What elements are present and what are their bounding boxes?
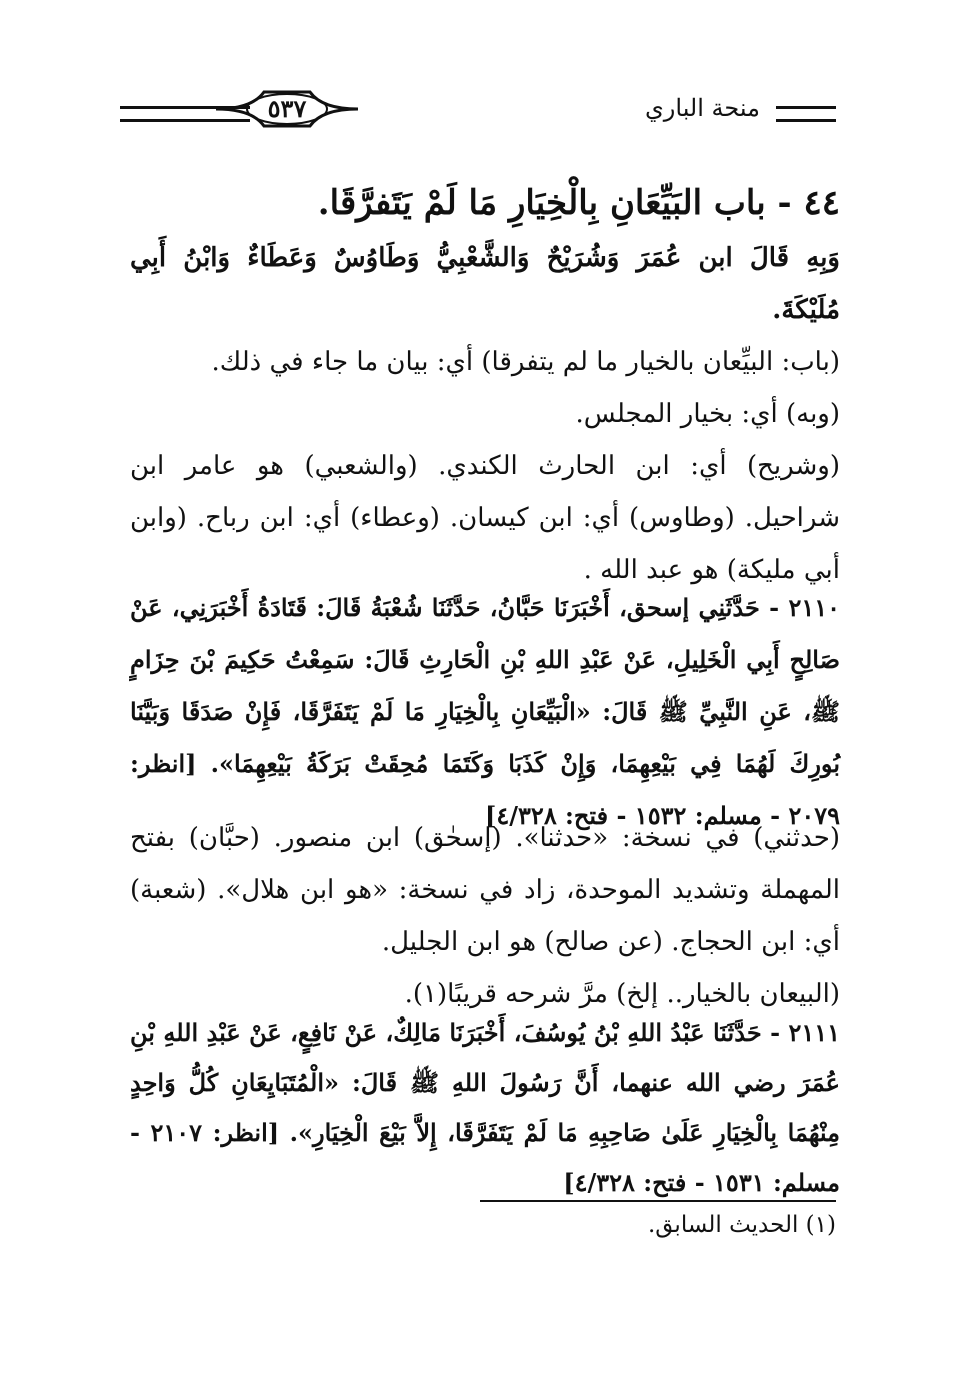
commentary-paragraph-1: (باب: البيِّعان بالخيار ما لم يتفرقا) أي: بيان ما جاء في ذلك. [211, 347, 840, 377]
commentary-paragraph-3: (وشريح) أي: ابن الحارث الكندي. (والشعبي) هو عامر ابن شراحيل. (وطاوس) أي: ابن كيسان. (وعطاء) أي: ابن رباح. (وابن أبي مليكة) هو عبد الله . [130, 451, 840, 585]
page-number: ٥٣٧ [267, 94, 307, 123]
page-header [120, 88, 836, 138]
header-rule-left [120, 106, 250, 122]
chapter-heading: ٤٤ - باب البَيِّعَانِ بِالْخِيَارِ مَا لَمْ يَتَفرَّقَا. [317, 183, 840, 223]
commentary-2110: (حدثني) في نسخة: «حدثنا». (إسحٰق) ابن منصور. (حبَّان) بفتح المهملة وتشديد الموحدة، زاد في نسخة: «هو ابن هلال». (شعبة) أي: ابن الحجاج. (عن صالح) هو ابن الجليل. [130, 823, 840, 957]
commentary-2110-note: (البيعان بالخيار.. إلخ) مرَّ شرحه قريبًا(١). [404, 979, 840, 1009]
book-title: منحة الباري [645, 94, 760, 122]
hadith-2110: ٢١١٠ - حَدَّثَنِي إسحق، أَخْبَرَنَا حَبَّانُ، حَدَّثَنَا شُعْبَةُ قَالَ: قَتَادَةُ أَخْبَرَنِي، عَنْ صَالِحٍ أَبِي الْخَلِيلِ، عَنْ عَبْدِ اللهِ بْنِ الْحَارِثِ قَالَ: سَمِعْتُ حَكِيمَ بْنَ حِزَامٍ ﷺ، عَنِ النَّبِيِّ ﷺ قَالَ: «الْبَيِّعَانِ بِالْخِيَارِ مَا لَمْ يَتَفَرَّقَا، فَإِنْ صَدَقَا وَبَيَّنَا بُورِكَ لَهُمَا فِي بَيْعِهِمَا، وَإِنْ كَذَبَا وَكَتَمَا مُحِقَتْ بَرَكَةُ بَيْعِهِمَا». [انظر: ٢٠٧٩ - مسلم: ١٥٣٢ - فتح: ٤/٣٢٨] [130, 593, 841, 830]
chapter-text: وَبِهِ قَالَ ابن عُمَرَ وَشُرَيْحٌ وَالشَّعْبِيُّ وَطَاوُسٌ وَعَطَاءٌ وَابْنُ أَبِي مُلَيْكَةَ. [130, 243, 840, 325]
commentary-paragraph-2: (وبه) أي: بخيار المجلس. [575, 399, 840, 429]
footnote: (١) الحديث السابق. [647, 1212, 836, 1238]
hadith-2111: ٢١١١ - حَدَّثَنَا عَبْدُ اللهِ بْنُ يُوسُفَ، أَخْبَرَنَا مَالِكٌ، عَنْ نَافِعٍ، عَنْ عَبْدِ اللهِ بْنِ عُمَرَ رضي الله عنهما، أَنَّ رَسُولَ اللهِ ﷺ قَالَ: «الْمُتَبَايِعَانِ كُلُّ وَاحِدٍ مِنْهُمَا بِالْخِيَارِ عَلَىٰ صَاحِبِهِ مَا لَمْ يَتَفَرَّقَا، إِلاَّ بَيْعَ الْخِيَارِ». [انظر: ٢١٠٧ - مسلم: ١٥٣١ - فتح: ٤/٣٢٨] [130, 1018, 840, 1197]
header-rule-right [776, 106, 836, 122]
footnote-divider [480, 1200, 836, 1202]
